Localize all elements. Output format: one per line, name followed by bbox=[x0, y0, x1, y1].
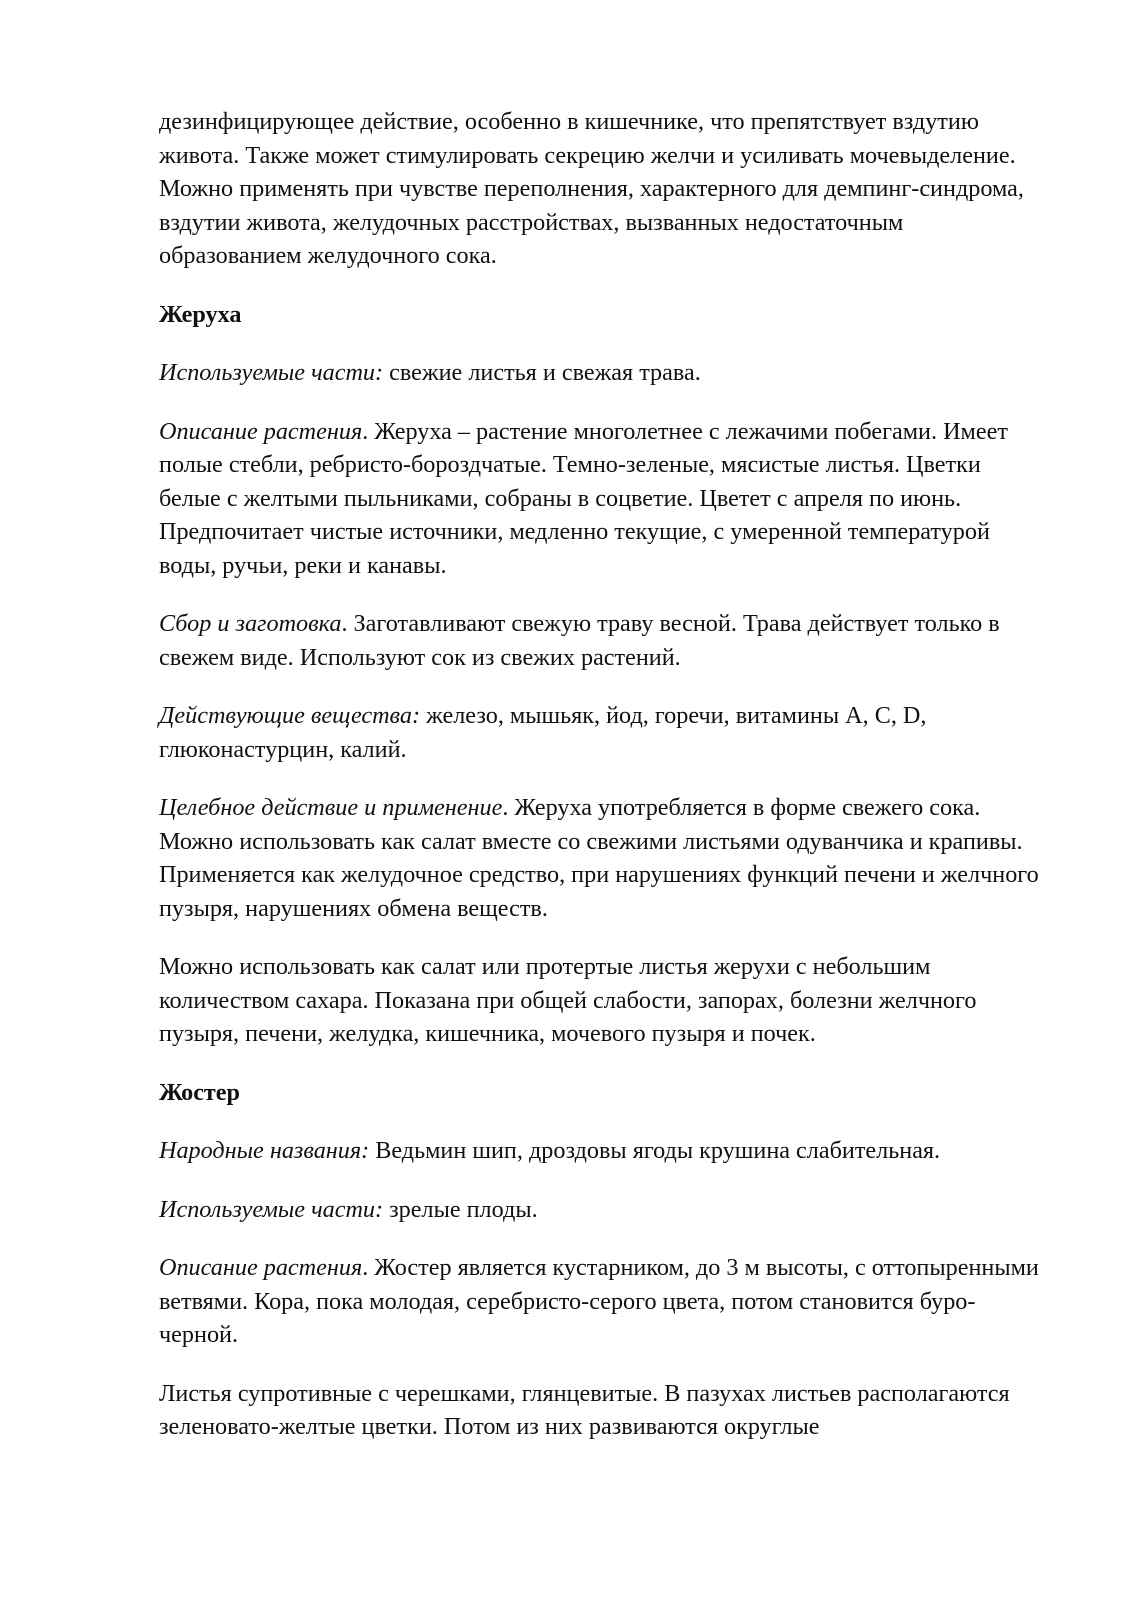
healing-action-text: . Жеруха употребляется в форме свежего сока. Можно использовать как салат вместе со свежими листьями одуванчика и крапивы. Применяется как желудочное средство, при нарушениях функций печени и желчного пузыря, нарушениях обмена веществ. bbox=[159, 794, 1039, 922]
folk-names-label: Народные названия: bbox=[159, 1137, 370, 1164]
active-substances-text: железо, мышьяк, йод, горечи, витамины A, C, D, глюконастурцин, калий. bbox=[159, 702, 927, 763]
plant-description-text: . Жеруха – растение многолетнее с лежачими побегами. Имеет полые стебли, ребристо-бороздчатые. Темно-зеленые, мясистые листья. Цветки белые с желтыми пыльниками, собраны в соцветие. Цветет с апреля по июнь. Предпочитает чистые источники, медленно текущие, с умеренной температурой воды, ручьи, реки и канавы. bbox=[159, 417, 1008, 579]
folk-names-text: Ведьмин шип, дроздовы ягоды крушина слабительная. bbox=[369, 1137, 941, 1164]
intro-paragraph bbox=[159, 105, 1044, 273]
document-body bbox=[159, 105, 1044, 1469]
harvest-label: Сбор и заготовка bbox=[159, 610, 342, 637]
used-parts-text: свежие листья и свежая трава. bbox=[383, 359, 701, 386]
paragraph-plant-description-2 bbox=[159, 1251, 1044, 1352]
used-parts-label-2: Используемые части: bbox=[159, 1195, 384, 1223]
paragraph-active-substances bbox=[159, 699, 1044, 766]
usage-extra-text: Можно использовать как салат или протертые листья жерухи с небольшим количеством сахара. Показана при общей слабости, запорах, болезни желчного пузыря, печени, желудка, кишечника, мочевого пузыря и почек. bbox=[159, 953, 977, 1047]
paragraph-plant-description bbox=[159, 415, 1044, 583]
active-substances-label: Действующие вещества: bbox=[159, 702, 421, 729]
plant-description-label-2: Описание растения bbox=[159, 1254, 363, 1281]
leaves-text: Листья супротивные с черешками, глянцевитые. В пазухах листьев располагаются зеленовато-желтые цветки. Потом из них развиваются округлые bbox=[159, 1379, 1010, 1440]
paragraph-folk-names bbox=[159, 1134, 1044, 1168]
paragraph-used-parts bbox=[159, 356, 1044, 390]
paragraph-usage-extra bbox=[159, 950, 1044, 1051]
paragraph-used-parts-2 bbox=[159, 1193, 1044, 1227]
used-parts-text-2: зрелые плоды. bbox=[383, 1195, 538, 1223]
harvest-text: . Заготавливают свежую траву весной. Трава действует только в свежем виде. Используют сок из свежих растений. bbox=[159, 610, 1000, 671]
healing-action-label: Целебное действие и применение bbox=[159, 794, 503, 821]
paragraph-harvest bbox=[159, 607, 1044, 674]
section-heading-zhoster: Жостер bbox=[159, 1078, 240, 1106]
paragraph-healing-action bbox=[159, 791, 1044, 925]
section-heading-zherukha: Жеруха bbox=[159, 300, 242, 328]
plant-description-text-2: . Жостер является кустарником, до 3 м высоты, с оттопыренными ветвями. Кора, пока молодая, серебристо-серого цвета, потом становится буро-черной. bbox=[159, 1254, 1039, 1348]
intro-text: дезинфицирующее действие, особенно в кишечнике, что препятствует вздутию живота. Также может стимулировать секрецию желчи и усиливать мочевыделение. Можно применять при чувстве переполнения, характерного для демпинг-синдрома, вздутии живота, желудочных расстройствах, вызванных недостаточным образованием желудочного сока. bbox=[159, 108, 1024, 269]
used-parts-label: Используемые части: bbox=[159, 359, 384, 386]
plant-description-label: Описание растения bbox=[159, 417, 363, 445]
paragraph-leaves bbox=[159, 1377, 1044, 1444]
